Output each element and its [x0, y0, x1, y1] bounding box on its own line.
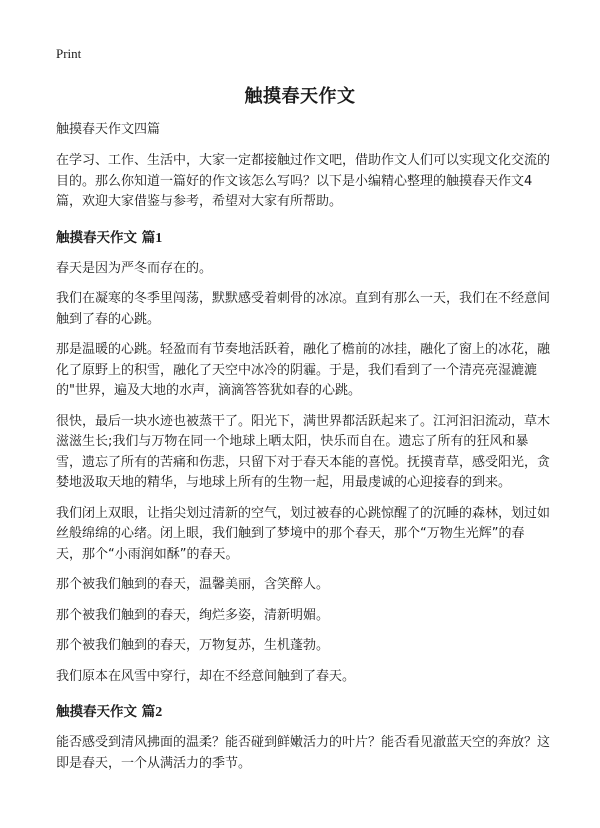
- article-subtitle: 触摸春天作文四篇: [56, 122, 161, 137]
- paragraph: 那个被我们触到的春天，万物复苏，生机蓬勃。: [56, 638, 330, 653]
- intro-paragraph: 在学习、工作、生活中，大家一定都接触过作文吧，借助作文人们可以实现文化交流的目的。那么你知道一篇好的作文该怎么写吗？以下是小编精心整理的触摸春天作文4篇，欢迎大家借鉴与参考，希望对大家有所帮助。: [56, 153, 551, 209]
- section-heading-text: 触摸春天作文 篇: [56, 704, 156, 720]
- paragraph: 很快，最后一块水迹也被蒸干了。阳光下，满世界都活跃起来了。江河汩汩流动，草木滋滋生长;我们与万物在同一个地球上晒太阳，快乐而自在。遗忘了所有的狂风和暴雪，遗忘了所有的苦痛和伤悲，只留下对于春天本能的喜悦。抚摸青草，感受阳光，贪婪地汲取天地的精华，与地球上所有的生物一起，用最虔诚的心迎接春的到来。: [56, 413, 551, 490]
- paragraph: 我们原本在风雪中穿行，却在不经意间触到了春天。: [56, 668, 356, 684]
- print-link[interactable]: Print: [56, 46, 82, 61]
- paragraph: 我们在凝寒的冬季里闯荡，默默感受着刺骨的冰凉。直到有那么一天，我们在不经意间触到了春的心跳。: [56, 291, 551, 327]
- paragraph: 我们闭上双眼，让指尖划过清新的空气，划过被春的心跳惊醒了的沉睡的森林，划过如丝般绵绵的心绪。闭上眼，我们触到了梦境中的那个春天，那个“万物生光辉”的春天，那个“小雨润如酥”的春天。: [56, 505, 551, 562]
- page-title: 触摸春天作文: [244, 86, 356, 107]
- section-heading-number: 1: [155, 230, 163, 246]
- section-heading-number: 2: [155, 705, 163, 720]
- paragraph: 那是温暖的心跳。轻盈而有节奏地活跃着，融化了檐前的冰挂，融化了窗上的冰花，融化了原野上的积雪，融化了天空中冰冷的阴霾。于是，我们看到了一个清亮亮湿漉漉的"世界，遍及大地的水声，滴滴答答犹如春的心跳。: [56, 342, 551, 398]
- article-body: [56, 120, 550, 784]
- paragraph: 那个被我们触到的春天，温馨美丽，含笑醉人。: [56, 577, 330, 592]
- section-heading-2: [56, 702, 550, 723]
- section-heading-1: [56, 228, 550, 249]
- paragraph: 春天是因为严冬而存在的。: [56, 260, 213, 276]
- paragraph: 那个被我们触到的春天，绚烂多姿，清新明媚。: [56, 607, 330, 623]
- section-heading-text: 触摸春天作文 篇: [56, 229, 156, 246]
- paragraph: 能否感受到清风拂面的温柔？能否碰到鲜嫩活力的叶片？能否看见澈蓝天空的奔放？这即是春天，一个从满活力的季节。: [56, 735, 551, 771]
